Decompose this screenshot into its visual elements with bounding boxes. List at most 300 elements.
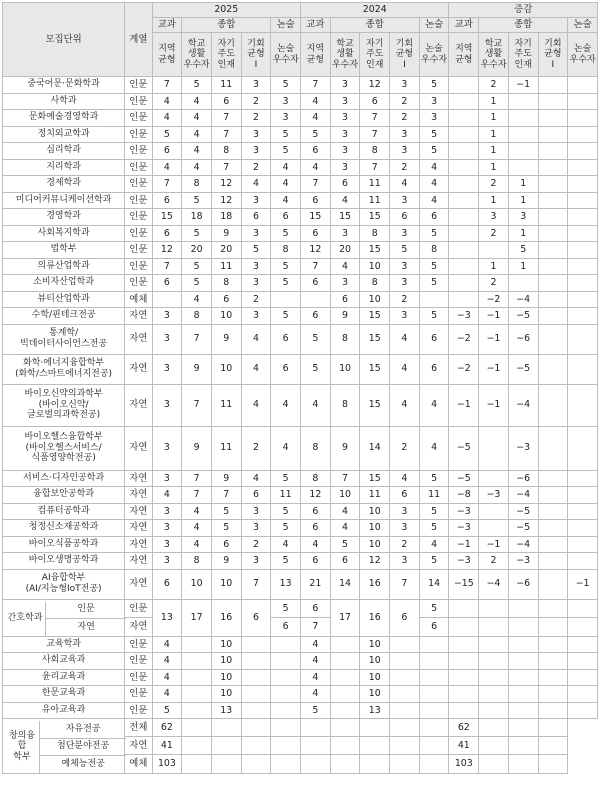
table-cell: 3	[330, 143, 360, 160]
nursing-sub-label: 인문	[46, 602, 127, 619]
table-cell: 4	[182, 536, 212, 553]
table-cell: 7	[390, 569, 420, 599]
table-cell: 4	[419, 384, 449, 426]
table-cell: −1	[479, 308, 509, 325]
table-cell: 12	[211, 192, 241, 209]
table-cell	[330, 737, 360, 755]
table-cell: 10	[360, 636, 390, 653]
table-cell: 10	[211, 653, 241, 670]
table-cell	[330, 686, 360, 703]
table-cell	[390, 719, 420, 737]
table-cell: 11	[360, 176, 390, 193]
table-cell	[568, 599, 598, 618]
table-cell: 6	[271, 354, 301, 384]
dept-name: 뷰티산업학과	[3, 291, 125, 308]
table-row	[3, 275, 598, 292]
table-cell	[479, 702, 509, 719]
table-cell: 6	[419, 354, 449, 384]
header-jonghap-2025: 종합	[182, 18, 271, 33]
table-cell: 1	[479, 110, 509, 127]
dept-name: 서비스·디자인공학과	[3, 470, 125, 487]
table-cell: 4	[152, 686, 182, 703]
table-cell: −5	[449, 470, 479, 487]
table-cell: 3	[390, 308, 420, 325]
table-row	[3, 93, 598, 110]
table-cell	[538, 242, 568, 259]
table-cell: 5	[508, 242, 538, 259]
table-cell: 16	[360, 599, 390, 636]
table-cell	[508, 275, 538, 292]
table-cell: 6	[419, 324, 449, 354]
table-row	[3, 192, 598, 209]
table-cell: 4	[271, 426, 301, 470]
table-cell: 11	[419, 487, 449, 504]
table-cell: 5	[419, 143, 449, 160]
table-cell: −15	[449, 569, 479, 599]
table-cell: 4	[301, 384, 331, 426]
table-row	[3, 702, 598, 719]
table-cell: 3	[390, 225, 420, 242]
table-cell: 103	[449, 755, 479, 773]
table-cell: 6	[152, 192, 182, 209]
table-cell	[538, 553, 568, 570]
nursing-sub-type: 인문	[125, 599, 152, 618]
table-cell	[449, 126, 479, 143]
table-cell	[390, 686, 420, 703]
table-cell: 2	[241, 159, 271, 176]
table-cell	[508, 159, 538, 176]
table-cell: 3	[330, 110, 360, 127]
admissions-quota-table	[2, 2, 598, 774]
table-cell	[568, 192, 598, 209]
table-cell: 7	[152, 77, 182, 94]
table-cell: 5	[182, 225, 212, 242]
table-cell	[508, 110, 538, 127]
table-cell: −1	[449, 384, 479, 426]
table-cell: 6	[241, 599, 271, 636]
table-cell	[508, 669, 538, 686]
table-cell: −1	[508, 77, 538, 94]
table-row	[3, 324, 598, 354]
changui-inner	[5, 721, 126, 773]
table-cell: −1	[568, 569, 598, 599]
table-cell: −6	[508, 324, 538, 354]
table-cell	[538, 426, 568, 470]
table-cell: 3	[152, 354, 182, 384]
table-row	[3, 470, 598, 487]
table-cell	[419, 291, 449, 308]
table-cell: 11	[360, 192, 390, 209]
table-cell	[538, 719, 568, 737]
table-cell: 3	[152, 503, 182, 520]
table-cell: 3	[152, 553, 182, 570]
table-cell: 15	[152, 209, 182, 226]
dept-name: 윤리교육과	[3, 669, 125, 686]
header-col: 자기 주도 인재	[508, 33, 538, 77]
table-body	[3, 77, 598, 600]
table-cell: 10	[360, 669, 390, 686]
header-year-2024: 2024	[301, 3, 449, 18]
table-cell	[182, 636, 212, 653]
table-cell: 5	[271, 308, 301, 325]
table-cell: 1	[479, 159, 509, 176]
table-cell: 5	[271, 77, 301, 94]
header-diff: 증감	[449, 3, 598, 18]
table-cell: 7	[182, 324, 212, 354]
table-cell: 3	[241, 553, 271, 570]
table-cell: 5	[241, 242, 271, 259]
table-cell: 10	[360, 258, 390, 275]
dept-type: 인문	[125, 143, 152, 160]
table-cell: 6	[211, 291, 241, 308]
table-cell: 11	[211, 384, 241, 426]
dept-type: 인문	[125, 258, 152, 275]
table-cell: 6	[241, 209, 271, 226]
table-cell: 5	[271, 520, 301, 537]
table-cell: 6	[152, 569, 182, 599]
table-cell: 3	[152, 426, 182, 470]
table-cell	[508, 93, 538, 110]
table-cell	[568, 487, 598, 504]
dept-name: 바이오식품공학과	[3, 536, 125, 553]
table-cell: 2	[479, 77, 509, 94]
dept-name: 심리학과	[3, 143, 125, 160]
table-cell: 6	[301, 225, 331, 242]
table-cell: 5	[301, 354, 331, 384]
table-cell: 4	[152, 653, 182, 670]
table-cell: 5	[182, 258, 212, 275]
table-cell: 7	[301, 77, 331, 94]
table-cell: 2	[390, 291, 420, 308]
table-row	[3, 225, 598, 242]
table-cell	[568, 242, 598, 259]
table-cell	[390, 702, 420, 719]
table-cell: 4	[182, 143, 212, 160]
table-cell: 4	[330, 503, 360, 520]
header-jonghap-2024: 종합	[330, 18, 419, 33]
table-cell: 11	[211, 77, 241, 94]
header-col: 기회 균형 Ⅰ	[241, 33, 271, 77]
table-cell	[538, 291, 568, 308]
table-cell	[538, 569, 568, 599]
table-cell	[449, 686, 479, 703]
table-cell	[538, 669, 568, 686]
table-cell: 10	[360, 653, 390, 670]
table-cell: −4	[508, 291, 538, 308]
dept-name: AI융합학부 (AI/지능형IoT전공)	[3, 569, 125, 599]
table-cell: −5	[508, 520, 538, 537]
table-cell: 3	[419, 93, 449, 110]
table-cell: 5	[152, 126, 182, 143]
table-cell: 3	[241, 308, 271, 325]
table-cell: 5	[152, 702, 182, 719]
table-cell: 5	[390, 242, 420, 259]
table-cell: 2	[241, 536, 271, 553]
table-cell	[271, 653, 301, 670]
table-cell: 5	[301, 702, 331, 719]
table-cell	[182, 719, 212, 737]
table-cell	[508, 599, 538, 618]
changui-sub-label: 예체능전공	[61, 758, 105, 769]
header-col: 자기 주도 인재	[211, 33, 241, 77]
header-nonsul-2025: 논술	[271, 18, 301, 33]
table-cell	[419, 702, 449, 719]
table-cell: 4	[152, 669, 182, 686]
table-cell: 5	[419, 308, 449, 325]
table-cell: 5	[419, 126, 449, 143]
table-cell	[182, 653, 212, 670]
table-row	[3, 176, 598, 193]
dept-name: 지리학과	[3, 159, 125, 176]
dept-name: 사회교육과	[3, 653, 125, 670]
dept-type: 인문	[125, 242, 152, 259]
table-cell: −5	[449, 426, 479, 470]
table-cell: 6	[271, 209, 301, 226]
table-cell: 4	[241, 354, 271, 384]
table-cell	[449, 176, 479, 193]
changui-sub-label: 자유전공	[40, 721, 127, 738]
table-cell	[538, 225, 568, 242]
dept-type: 자연	[125, 737, 152, 755]
table-row	[3, 258, 598, 275]
table-cell	[538, 618, 568, 637]
table-cell: −1	[479, 324, 509, 354]
table-cell: 3	[241, 503, 271, 520]
table-cell: 3	[330, 159, 360, 176]
header-col: 논술 우수자	[419, 33, 449, 77]
table-cell	[271, 686, 301, 703]
table-cell: 10	[182, 569, 212, 599]
table-cell: 11	[360, 487, 390, 504]
table-cell	[449, 599, 479, 618]
dept-type: 자연	[125, 324, 152, 354]
table-row	[3, 553, 598, 570]
table-cell: 7	[360, 110, 390, 127]
table-cell	[449, 275, 479, 292]
table-cell: 6	[211, 536, 241, 553]
dept-type: 인문	[125, 275, 152, 292]
table-cell	[271, 737, 301, 755]
table-cell: −5	[508, 354, 538, 384]
table-cell: 7	[360, 126, 390, 143]
dept-type: 자연	[125, 308, 152, 325]
dept-name: 사학과	[3, 93, 125, 110]
table-cell: 1	[508, 176, 538, 193]
table-cell	[479, 636, 509, 653]
table-cell: 6	[390, 487, 420, 504]
header-unit: 모집단위	[3, 3, 125, 77]
dept-name: 경제학과	[3, 176, 125, 193]
table-cell: 5	[271, 225, 301, 242]
table-cell: 1	[479, 258, 509, 275]
dept-type: 예체	[125, 755, 152, 773]
header-col: 지역 균형	[449, 33, 479, 77]
table-row	[3, 110, 598, 127]
table-cell: 1	[508, 192, 538, 209]
table-cell: −3	[449, 553, 479, 570]
dept-type: 인문	[125, 636, 152, 653]
table-cell: 10	[330, 487, 360, 504]
dept-name: 화학·에너지융합학부 (화학/스마트에너지전공)	[3, 354, 125, 384]
dept-name: 미디어커뮤니케이션학과	[3, 192, 125, 209]
dept-name: 청정신소재공학과	[3, 520, 125, 537]
table-cell: −2	[449, 354, 479, 384]
table-cell: 6	[271, 324, 301, 354]
table-cell: 13	[152, 599, 182, 636]
dept-name: 한문교육과	[3, 686, 125, 703]
table-cell: 4	[182, 503, 212, 520]
table-cell: 8	[360, 225, 390, 242]
table-cell: 10	[360, 536, 390, 553]
table-cell: 4	[301, 669, 331, 686]
table-cell: 4	[271, 536, 301, 553]
table-cell: 18	[211, 209, 241, 226]
dept-type: 인문	[125, 77, 152, 94]
table-cell: 3	[271, 110, 301, 127]
table-cell: 10	[211, 308, 241, 325]
table-cell: 2	[241, 110, 271, 127]
table-cell: 6	[330, 553, 360, 570]
table-cell	[449, 77, 479, 94]
table-cell	[568, 553, 598, 570]
table-cell: 10	[211, 569, 241, 599]
table-cell: 3	[241, 520, 271, 537]
table-cell	[271, 669, 301, 686]
table-cell: 15	[301, 209, 331, 226]
table-cell	[390, 653, 420, 670]
table-cell	[568, 209, 598, 226]
table-cell: 6	[390, 209, 420, 226]
dept-type: 인문	[125, 209, 152, 226]
table-cell: −3	[479, 487, 509, 504]
table-cell: 5	[419, 553, 449, 570]
nursing-section	[3, 599, 598, 636]
table-cell: 62	[449, 719, 479, 737]
table-cell: 6	[330, 291, 360, 308]
table-cell	[538, 599, 568, 618]
table-cell: 6	[390, 599, 420, 636]
table-cell: 12	[152, 242, 182, 259]
table-cell: 5	[301, 126, 331, 143]
table-cell	[419, 669, 449, 686]
table-cell: 7	[211, 487, 241, 504]
table-cell: 8	[211, 275, 241, 292]
table-cell: 9	[182, 354, 212, 384]
table-cell	[301, 291, 331, 308]
table-cell: 12	[301, 487, 331, 504]
table-cell: 6	[301, 599, 331, 618]
table-cell: 3	[390, 143, 420, 160]
header-gyogwa-2025: 교과	[152, 18, 182, 33]
table-cell: 4	[271, 384, 301, 426]
table-cell: 4	[419, 426, 449, 470]
table-cell: −4	[479, 569, 509, 599]
table-cell	[449, 209, 479, 226]
table-cell	[241, 636, 271, 653]
dept-type: 인문	[125, 176, 152, 193]
table-cell	[538, 354, 568, 384]
table-cell: 4	[241, 384, 271, 426]
table-cell	[568, 159, 598, 176]
header-gyogwa-diff: 교과	[449, 18, 479, 33]
table-cell	[568, 536, 598, 553]
table-row	[3, 291, 598, 308]
table-cell	[449, 618, 479, 637]
table-cell: 5	[271, 553, 301, 570]
table-cell	[538, 110, 568, 127]
table-cell	[568, 503, 598, 520]
dept-name: 수학/핀테크전공	[3, 308, 125, 325]
table-cell: 3	[152, 308, 182, 325]
table-cell: 7	[301, 258, 331, 275]
changui-section	[3, 719, 598, 774]
table-cell	[568, 669, 598, 686]
table-cell: 11	[271, 487, 301, 504]
table-cell	[449, 110, 479, 127]
table-cell	[419, 686, 449, 703]
table-cell: 62	[152, 719, 182, 737]
table-cell: 4	[182, 159, 212, 176]
table-cell: 103	[152, 755, 182, 773]
table-cell	[449, 192, 479, 209]
table-cell: 4	[182, 93, 212, 110]
table-cell	[390, 636, 420, 653]
table-cell	[271, 755, 301, 773]
table-cell: 3	[508, 209, 538, 226]
table-cell: 9	[182, 426, 212, 470]
table-cell	[568, 384, 598, 426]
dept-name: 융합보안공학과	[3, 487, 125, 504]
table-cell: 15	[360, 470, 390, 487]
table-cell	[538, 126, 568, 143]
table-cell	[568, 291, 598, 308]
table-cell	[330, 636, 360, 653]
table-cell	[182, 702, 212, 719]
table-cell: 5	[211, 503, 241, 520]
header-col: 기회 균형 Ⅰ	[390, 33, 420, 77]
table-cell	[479, 618, 509, 637]
table-cell: 3	[390, 503, 420, 520]
table-cell	[241, 653, 271, 670]
header-col: 자기 주도 인재	[360, 33, 390, 77]
table-cell	[568, 77, 598, 94]
table-cell: 4	[419, 536, 449, 553]
table-cell	[152, 291, 182, 308]
table-cell	[479, 599, 509, 618]
table-cell: 5	[301, 324, 331, 354]
table-cell: 8	[182, 553, 212, 570]
table-row	[3, 126, 598, 143]
table-cell: 8	[211, 143, 241, 160]
table-cell: 4	[419, 176, 449, 193]
table-cell	[568, 258, 598, 275]
table-cell: 3	[330, 126, 360, 143]
table-cell: 5	[419, 77, 449, 94]
table-cell	[330, 719, 360, 737]
table-cell	[538, 143, 568, 160]
table-cell	[508, 702, 538, 719]
table-cell	[508, 636, 538, 653]
table-cell: 4	[390, 176, 420, 193]
table-cell: 4	[301, 159, 331, 176]
changui-dept	[3, 719, 125, 774]
table-row	[3, 209, 598, 226]
table-cell: 17	[182, 599, 212, 636]
table-cell: 5	[419, 225, 449, 242]
table-cell: 5	[330, 536, 360, 553]
table-cell: 10	[330, 354, 360, 384]
table-cell	[538, 176, 568, 193]
